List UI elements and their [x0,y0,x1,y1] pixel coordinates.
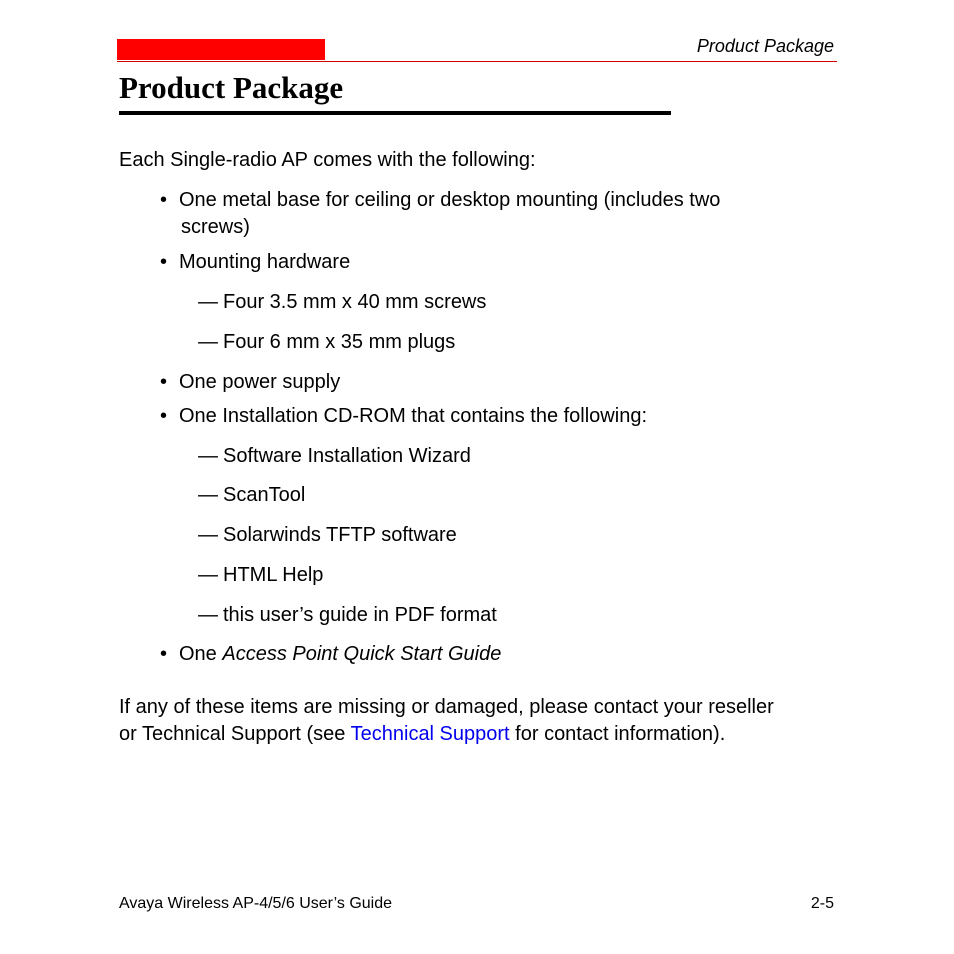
footer-page-number: 2-5 [810,895,834,912]
dash-icon: — [198,564,218,586]
bullet-icon: • [160,189,168,211]
dash-icon: — [198,604,218,626]
quick-start-guide-title: Access Point Quick Start Guide [222,643,502,665]
bullet-icon: • [160,405,168,427]
list-item-base-continued: screws) [181,216,250,238]
technical-support-link[interactable]: Technical Support [350,723,510,745]
list-item-base: One metal base for ceiling or desktop mounting (includes two [179,189,721,211]
dash-icon: — [198,331,218,353]
dash-icon: — [198,445,218,467]
list-item-power: One power supply [179,371,341,393]
closing-line-2: or Technical Support (see Technical Support for contact information). [119,723,726,745]
sub-item-pdf-guide: — this user’s guide in PDF format [198,604,497,626]
intro-text: Each Single-radio AP comes with the following: [119,149,536,171]
bullet-icon: • [160,371,168,393]
footer-guide-title: Avaya Wireless AP-4/5/6 User’s Guide [119,895,393,912]
running-head: Product Package [696,36,834,56]
sub-item-tftp: — Solarwinds TFTP software [198,524,457,546]
header-red-bar [117,39,325,60]
page-title: Product Package [119,70,344,105]
sub-item-screws: — Four 3.5 mm x 40 mm screws [198,291,487,313]
title-underline [119,111,671,115]
sub-item-scantool: — ScanTool [198,484,306,506]
bullet-icon: • [160,643,168,665]
list-item-cdrom: One Installation CD-ROM that contains the following: [179,405,647,427]
dash-icon: — [198,484,218,506]
list-item-quick-start: One Access Point Quick Start Guide [179,643,502,665]
closing-line-1: If any of these items are missing or damaged, please contact your reseller [119,696,774,718]
sub-item-html-help: — HTML Help [198,564,324,586]
header-rule [117,61,837,62]
dash-icon: — [198,524,218,546]
dash-icon: — [198,291,218,313]
list-item-mounting: Mounting hardware [179,251,351,273]
sub-item-plugs: — Four 6 mm x 35 mm plugs [198,331,456,353]
sub-item-wizard: — Software Installation Wizard [198,445,471,467]
bullet-icon: • [160,251,168,273]
